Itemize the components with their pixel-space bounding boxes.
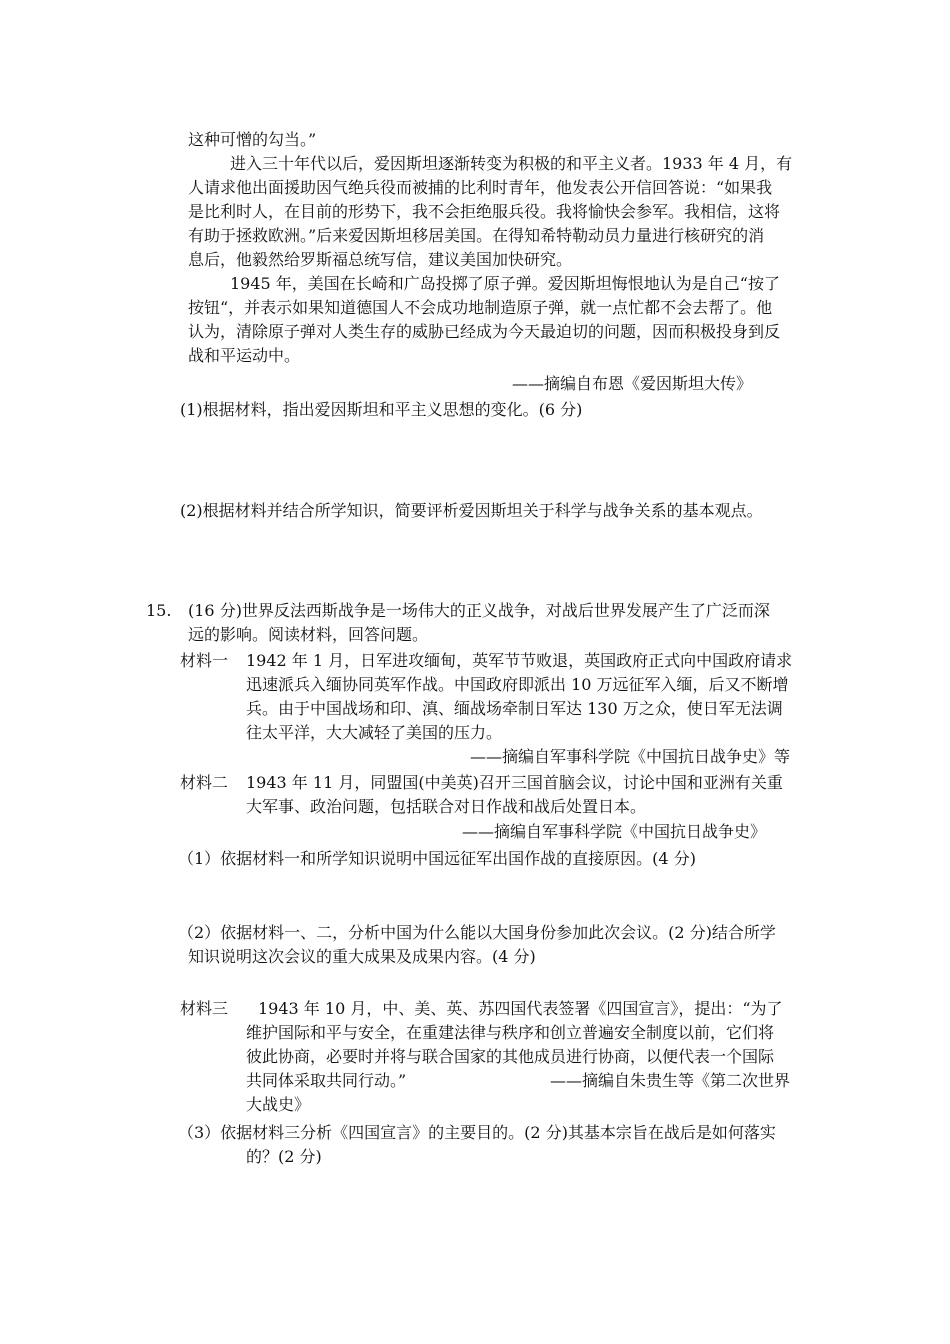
question-number: 15. — [146, 601, 172, 620]
passage-line: 认为，清除原子弹对人类生存的威胁已经成为今天最迫切的问题，因而积极投身到反 — [188, 322, 781, 341]
material3-source: ——摘编自朱贵生等《第二次世界 — [550, 1071, 791, 1090]
material3-line: 1943 年 10 月，中、美、英、苏四国代表签署《四国宣言》，提出：“为了 — [258, 999, 783, 1018]
q15-sub2-line: （2）依据材料一、二，分析中国为什么能以大国身份参加此次会议。(2 分)结合所学 — [178, 923, 776, 942]
q15-sub2-line: 知识说明这次会议的重大成果及成果内容。(4 分) — [188, 947, 536, 966]
material1-source: ——摘编自军事科学院《中国抗日战争史》等 — [470, 747, 791, 766]
material2-line: 大军事、政治问题，包括联合对日作战和战后处置日本。 — [246, 797, 647, 816]
q15-sub3-line: （3）依据材料三分析《四国宣言》的主要目的。(2 分)其基本宗旨在战后是如何落实 — [178, 1123, 776, 1142]
q15-intro-line: (16 分)世界反法西斯战争是一场伟大的正义战争，对战后世界发展产生了广泛而深 — [188, 601, 770, 620]
material1-line: 往太平洋，大大减轻了美国的压力。 — [246, 723, 503, 742]
passage-line: 这种可憎的勾当。” — [188, 130, 317, 149]
q14-sub2: (2)根据材料并结合所学知识，简要评析爱因斯坦关于科学与战争关系的基本观点。 — [180, 501, 763, 520]
passage-line: 人请求他出面援助因气绝兵役而被捕的比利时青年，他发表公开信回答说：“如果我 — [188, 178, 773, 197]
material2-label: 材料二 — [180, 773, 229, 792]
passage-line: 有助于拯救欧洲。”后来爱因斯坦移居美国。在得知希特勒动员力量进行核研究的消 — [188, 226, 765, 245]
material2-source: ——摘编自军事科学院《中国抗日战争史》 — [462, 822, 767, 841]
passage-line: 息后，他毅然给罗斯福总统写信，建议美国加快研究。 — [188, 250, 573, 269]
material1-line: 1942 年 1 月，日军进攻缅甸，英军节节败退，英国政府正式向中国政府请求 — [246, 651, 793, 670]
passage-line: 1945 年，美国在长崎和广岛投掷了原子弹。爱因斯坦悔恨地认为是自己“按了 — [230, 274, 780, 293]
passage-line: 战和平运动中。 — [188, 346, 301, 365]
passage-source: ——摘编自布恩《爱因斯坦大传》 — [512, 374, 753, 393]
q15-sub3-line: 的？(2 分) — [246, 1147, 322, 1166]
passage-line: 按钮“，并表示如果知道德国人不会成功地制造原子弹，就一点忙都不会去帮了。他 — [188, 298, 773, 317]
q14-sub1: (1)根据材料，指出爱因斯坦和平主义思想的变化。(6 分) — [180, 400, 583, 419]
material3-line: 共同体采取共同行动。” — [246, 1071, 407, 1090]
material1-label: 材料一 — [180, 651, 229, 670]
material3-line: 彼此协商，必要时并将与联合国家的其他成员进行协商，以便代表一个国际 — [246, 1047, 775, 1066]
material1-line: 迅速派兵入缅协同英军作战。中国政府即派出 10 万远征军入缅，后又不断增 — [246, 675, 789, 694]
material3-line: 维护国际和平与安全，在重建法律与秩序和创立普遍安全制度以前，它们将 — [246, 1023, 775, 1042]
q15-sub1: （1）依据材料一和所学知识说明中国远征军出国作战的直接原因。(4 分) — [178, 849, 696, 868]
material3-label: 材料三 — [180, 999, 229, 1018]
passage-line: 是比利时人，在目前的形势下，我不会拒绝服兵役。我将愉快会参军。我相信，这将 — [188, 202, 781, 221]
passage-line: 进入三十年代以后，爱因斯坦逐渐转变为积极的和平主义者。1933 年 4 月，有 — [230, 154, 793, 173]
material3-line: 大战史》 — [246, 1095, 311, 1114]
material2-line: 1943 年 11 月，同盟国(中美英)召开三国首脑会议，讨论中国和亚洲有关重 — [246, 773, 783, 792]
q15-intro-line: 远的影响。阅读材料，回答问题。 — [188, 625, 429, 644]
material1-line: 兵。由于中国战场和印、滇、缅战场牵制日军达 130 万之众，使日军无法调 — [246, 699, 783, 718]
